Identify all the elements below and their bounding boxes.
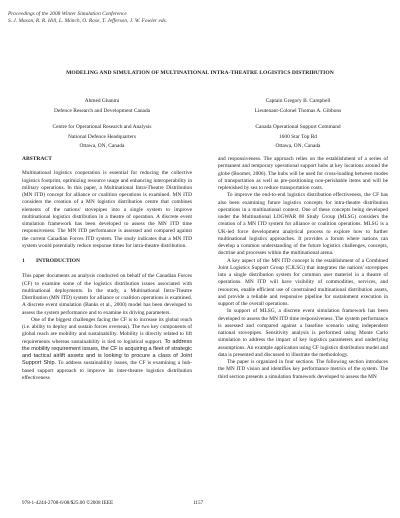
intro-paragraph-2-end: To address sustainability issues, the CF is examining a hub-based support approach to improve its inter-theatre logistics distribution effectiveness (22, 360, 192, 381)
body-paragraph: A key aspect of the MN ITD concept is the establishment of a Combined Joint Logistics Support Group (CJLSG) that integrates the nations' stovepipes into a single distribution system for common user materiel in a theatre of operations. MN ITD will have visibility of commodities, services, and resources, enable efficient use of constrained multinational distribution assets, and provide a reliable and responsive pipeline for sustainment execution in support of the overall operations. (218, 257, 388, 307)
author-block-1 (22, 97, 182, 152)
right-column (218, 156, 388, 381)
intro-paragraph-2-sans: To address the mobility requirement issues, the CF is acquiring a fleet of strategic and tactical airlift assets and is looking to procure a class of Joint Support Ship. (22, 338, 192, 367)
author-affiliation: Canada Operational Support Command (255, 124, 341, 131)
section-heading-introduction (22, 258, 192, 265)
author-name: Ahmed Ghanmi (84, 98, 120, 104)
left-column (22, 156, 192, 382)
author-name: Captain Gregory B. Campbell (265, 98, 331, 104)
author-affiliation: National Defence Headquarters (68, 133, 136, 140)
intro-paragraph-2-text: One of the biggest challenges facing the CF is to increase its global reach (i.e. ability to deploy and sustain forces overseas). The two key components of global reach are mobility and sustainability. Mobility is directly related to lift requirements whereas sustainability is tied to logistical support. (22, 316, 192, 345)
proceedings-editors: S. J. Mason, R. R. Hill, L. Mönch, O. Rose, T. Jefferson, J. W. Fowler eds. (8, 18, 168, 25)
abstract-text: Multinational logistics cooperation is essential for reducing the collective logistics footprint, optimizing resource usage and enhancing interoperability in military operations. In this paper, a Multinational Intra-Theatre Distribution (MN ITD) concept for alliance or coalition operations is examined. MN ITD considers the creation of a MN logistics distribution centre that combines elements of the nations' stovepipes into a single system to improve multinational logistics distribution in a theatre of operation. A discrete event simulation framework has been developed to assess the MN ITD time responsiveness. The MN ITD performance is assessed and compared against the current Canadian Forces ITD system. The study indicates that a MN ITD system would potentially reduce response times for intra-theatre distribution. (22, 170, 192, 249)
abstract-heading: ABSTRACT (22, 156, 52, 162)
body-paragraph: In support of MLSG, a discrete event simulation framework has been developed to assess the MN ITD time responsiveness. The system performance is assessed and compared against a baseline scenario using independent national stovepipes. Sensitivity analysis is performed using Monte Carlo simulation to address the impact of key logistics parameters and underlying assumptions. An example application using CF logistics distribution model and data is presented and discussed to illustrate the methodology. (218, 308, 388, 358)
author-name: Lieutenant-Colonel Thomas A. Gibbons (254, 107, 342, 114)
paper-title: MODELING AND SIMULATION OF MULTINATIONAL INTRA-THEATRE LOGISTICS DISTRIBUTION (66, 70, 334, 76)
proceedings-header (8, 11, 338, 25)
isbn-footer: 978-1-4244-2708-6/08/$25.00 ©2008 IEEE (22, 500, 114, 506)
section-title: INTRODUCTION (36, 258, 81, 264)
body-paragraph: and responsiveness. The approach relies on the establishment of a series of permanent and temporary operational support hubs at key locations around the globe (Boomer, 2006). The hubs will be used for cross-loading between modes of transportation as well as pre-positioning non-perishable items and will be replenished by sea to reduce transportation costs. (218, 156, 388, 191)
page-number: 1157 (193, 500, 204, 506)
author-affiliation: Defence Research and Development Canada (53, 107, 151, 114)
author-affiliation: Centre for Operational Research and Analysis (52, 124, 152, 131)
author-block-2 (218, 97, 378, 152)
body-paragraph: The paper is organized in four sections. The following section introduces the MN ITD vision and identifies key performance metrics of the system. The third section presents a simulation framework developed to assess the MN (218, 359, 388, 380)
author-city: Ottawa, ON, Canada (275, 143, 321, 150)
proceedings-line-1: Proceedings of the 2008 Winter Simulation Conference (8, 11, 127, 17)
intro-paragraph-2 (22, 317, 192, 382)
body-paragraph: To improve the end-to-end logistics distribution effectiveness, the CF has also been examining future logistics concepts for intra-theatre distribution operations in a multinational context. One of these concepts being developed under the Multinational LOGWAR 08 Study Group (MLSG) considers the creation of a MN ITD system for alliance or coalition operations. MLSG is a UK-led force development analytical process to explore how to further multinational logistics approaches. It provides a forum where nations can develop a common understanding of the future logistics challenges, concepts, doctrine and processes within the multinational arena. (218, 192, 388, 257)
intro-paragraph-1: This paper documents an analysis conducted on behalf of the Canadian Forces (CF) to examine some of the logistics distribution issues associated with multinational deployments. In the study, a Multinational Intra-Theatre Distribution (MN ITD) system for alliance or coalition operations is examined. A discrete event simulation (Banks et al., 2000) model has been developed to assess the system performance and to examine its driving parameters. (22, 273, 192, 316)
author-city: Ottawa, ON, Canada (79, 143, 125, 150)
author-address: 1600 Star Top Rd (278, 133, 317, 140)
section-number: 1 (22, 258, 25, 264)
